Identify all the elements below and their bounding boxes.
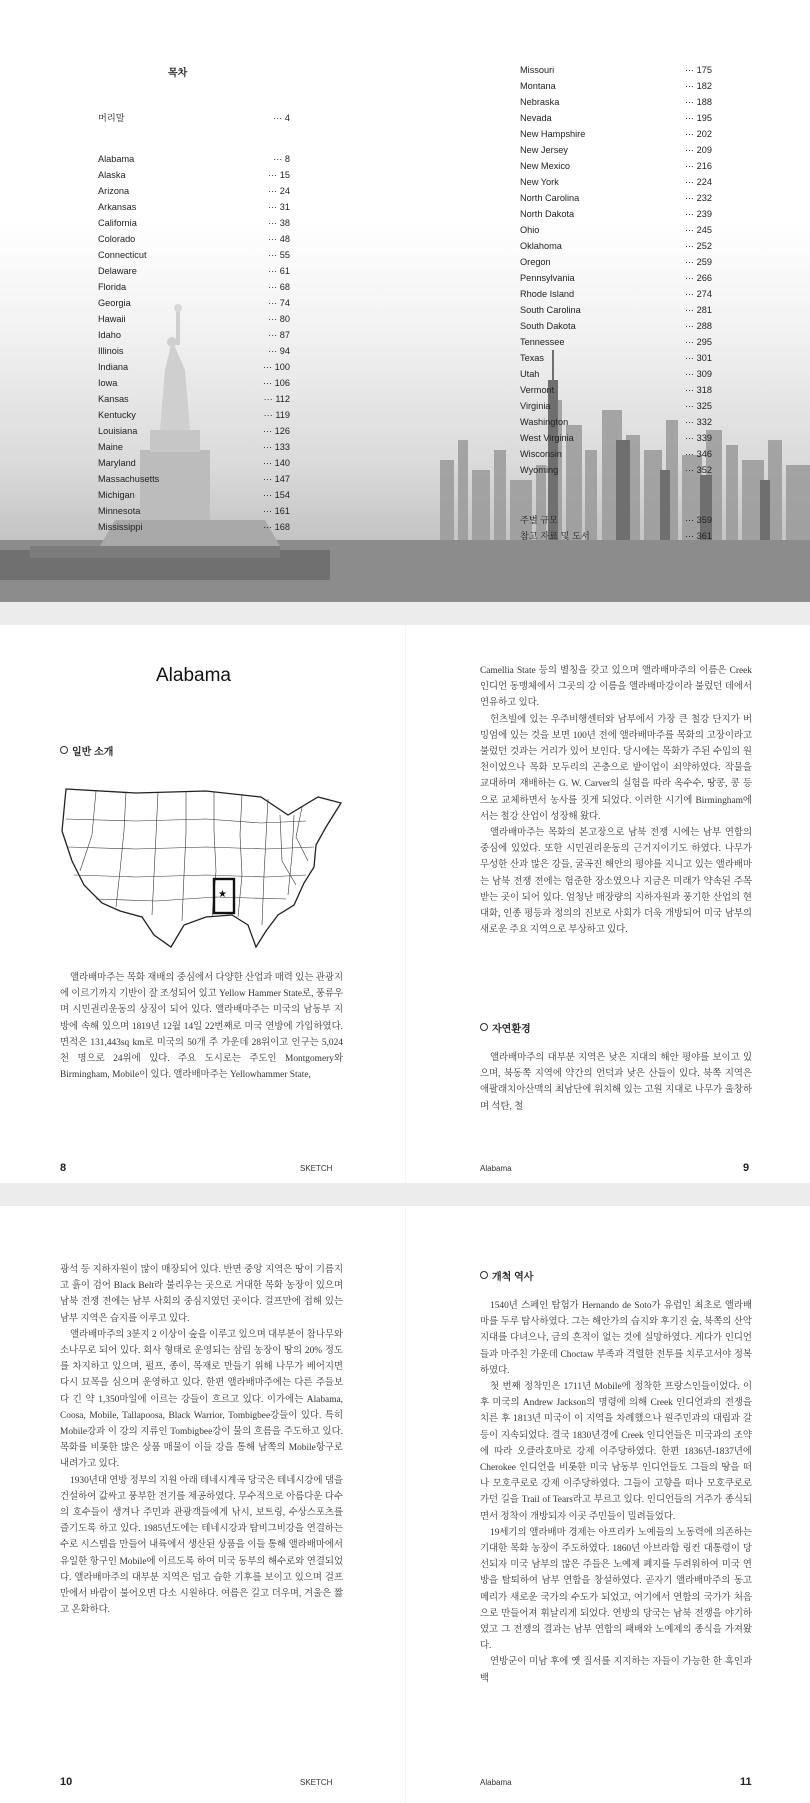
toc-entry-page: ··· 74 xyxy=(268,298,290,308)
toc-entry-page: ··· 359 xyxy=(684,515,712,525)
toc-entry[interactable] xyxy=(98,520,290,534)
running-header: SKETCH xyxy=(300,1164,333,1173)
toc-entry-page: ··· 332 xyxy=(684,417,712,427)
toc-entry[interactable] xyxy=(520,111,712,125)
toc-entry[interactable] xyxy=(520,175,712,189)
toc-entry-page: ··· 245 xyxy=(684,225,712,235)
paragraph: 헌츠빌에 있는 우주비행센터와 남부에서 가장 큰 철강 단지가 버밍엄에 있는 것을 보면 100년 전에 앨라배마주를 목화의 고장이라고 불렀던 것과는 거리가 있어 보인다. 당시에는 목화가 주된 수입의 원천이었으나 목화 모두리의 곤충으로 밭이업이 쇠약하였다. 작물을 교대하며 재배하는 G. W. Carver의 실험을 따라 옥수수, 땅콩, 콩 등으로 교체하면서 농사를 짓게 되었다. 이러한 시기에 Birmingham에서는 철강 산업이 성장해 왔다. xyxy=(480,714,752,822)
toc-entry-page: ··· 216 xyxy=(684,161,712,171)
toc-entry[interactable] xyxy=(520,463,712,477)
paragraph: Camellia State 등의 별칭을 갖고 있으며 앨라배마주의 이름은 Creek 인디언 동맹체에서 그곳의 강 이름을 앨라배마강이라 불렀던 데에서 연유하고 있다. xyxy=(480,666,752,709)
toc-entry[interactable] xyxy=(520,127,712,141)
toc-entry[interactable] xyxy=(98,232,290,246)
toc-entry[interactable] xyxy=(98,440,290,454)
toc-entry[interactable] xyxy=(520,529,712,543)
section-heading-nature xyxy=(480,1020,531,1035)
toc-entry-page: ··· 15 xyxy=(268,170,290,180)
toc-entry-page: ··· 61 xyxy=(268,266,290,276)
section-heading-text: 개척 역사 xyxy=(492,1272,534,1283)
toc-entry-page: ··· 224 xyxy=(684,177,712,187)
spread-gap xyxy=(0,602,810,625)
toc-entry[interactable] xyxy=(520,319,712,333)
toc-entry-name: Hawaii xyxy=(98,314,126,324)
paragraph: 앨라배마주의 3분지 2 이상이 숲을 이루고 있으며 대부분이 참나무와 소나무로 되어 있다. 회사 형태로 운영되는 삼림 농장이 땅의 20% 정도를 차지하고 있으며, 펄프, 종이, 목재로 만들기 위해 나무가 베어지면 다시 묘목을 심으며 운영하고 있다. 한편 앨라배마주에는 다른 주들보다 긴 약 1,350마일에 이르는 강들이 흐르고 있다. 이가에는 Alabama, Coosa, Mobile, Tallapoosa, Black Warrior, Tombigbee강들이 있다. 특히 Mobile강과 이 강의 지류인 Tombigbee강이 물의 흐름을 주도하고 있다. 목화를 비롯한 많은 상품 매물이 이들 강을 통해 남쪽의 Mobile항구로 내려가고 있다. xyxy=(60,1329,343,1470)
toc-entry-page: ··· 94 xyxy=(268,346,290,356)
toc-entry[interactable] xyxy=(520,159,712,173)
toc-entry-name: Idaho xyxy=(98,330,121,340)
page-number: 11 xyxy=(740,1776,752,1788)
toc-entry-page: ··· 100 xyxy=(262,362,290,372)
paragraph: 앨라배마주의 대부분 지역은 낮은 지대의 해안 평야를 보이고 있으며, 북동쪽 지역에 약간의 언덕과 낮은 산들이 있다. 북쪽 지역은 애팔래치아산맥의 최남단에 위치해 있는 고원 지대로 나무가 울창하며 석탄, 철 xyxy=(480,1053,752,1112)
toc-entry[interactable] xyxy=(98,168,290,182)
spread-gap xyxy=(0,1183,810,1206)
toc-entry-name: Utah xyxy=(520,369,540,379)
toc-entry[interactable] xyxy=(520,513,712,527)
toc-entry[interactable] xyxy=(98,184,290,198)
toc-entry-name: Kentucky xyxy=(98,410,136,420)
toc-entry[interactable] xyxy=(520,143,712,157)
toc-entry-name: 머리말 xyxy=(98,113,125,123)
toc-entry-page: ··· 301 xyxy=(684,353,712,363)
toc-entry[interactable] xyxy=(98,280,290,294)
toc-entry[interactable] xyxy=(98,488,290,502)
paragraph: 첫 번째 정착민은 1711년 Mobile에 정착한 프랑스인들이었다. 이후 미국의 Andrew Jackson의 명령에 의해 Creek 인디언과의 전쟁을 치른 후 1813년 미국이 이 지역을 차례했으나 원주민과의 대립과 갈등이 지속되었다. 결국 1830년경에 Creek 인디언들은 미국과의 조약에 따라 오클라호마로 강제 이주당하였다. 한편 1836년-1837년에 Cherokee 인디언을 비롯한 미국 남동부 인디언들도 그들의 땅을 떠나 모호쿠로로 강제 이주당하였다. 그들이 고향을 떠나 모호쿠로로 가던 길을 Trail of Tears라고 부르고 있다. 인디언들의 거주가 종식되면서 정착이 개방되자 이곳 주민들이 밀려들었다. xyxy=(480,1382,752,1522)
toc-entry-page: ··· 352 xyxy=(684,465,712,475)
body-text-page-9-top xyxy=(480,663,752,938)
toc-entry-name: Rhode Island xyxy=(520,289,575,299)
paragraph: 연방군이 미남 후에 옛 질서를 지지하는 자들이 가능한 한 흑인과 백 xyxy=(480,1657,752,1684)
toc-entry-page: ··· 133 xyxy=(262,442,290,452)
spread-pages-10-11 xyxy=(0,1206,810,1803)
toc-entry-name: Nebraska xyxy=(520,97,560,107)
toc-entry-page: ··· 126 xyxy=(262,426,290,436)
toc-entry-name: Georgia xyxy=(98,298,131,308)
toc-entry[interactable] xyxy=(98,504,290,518)
section-heading-text: 자연환경 xyxy=(492,1024,531,1035)
toc-spread xyxy=(0,0,810,602)
toc-entry[interactable] xyxy=(98,248,290,262)
paragraph: 앨라배마주는 목화 재배의 중심에서 다양한 산업과 매력 있는 관광지에 이르기까지 기반이 잘 조성되어 있고 Yellow Hammer State로, 풍류우며 시민권리운동의 상징이 되어 있다. 앨라배마주는 미국의 남동부 지방에 속해 있으며 1819년 12월 14일 22번째로 미국 연방에 가입하였다. 면적은 131,443sq km로 미국의 50개 주 가운데 28위이고 인구는 5,024천 명으로 24위에 있다. 주요 도시로는 주도인 Montgomery와 Birmingham, Mobile이 있다. 앨라배마주는 Yellowhammer State, xyxy=(60,973,343,1081)
toc-entry-page: ··· 87 xyxy=(268,330,290,340)
body-text-page-8 xyxy=(60,970,343,1083)
toc-entry-name: Oregon xyxy=(520,257,551,267)
bullet-circle-icon xyxy=(480,1023,488,1031)
section-heading-text: 일반 소개 xyxy=(72,747,114,758)
running-header: Alabama xyxy=(480,1164,512,1173)
toc-entry-name: Texas xyxy=(520,353,544,363)
toc-entry[interactable] xyxy=(98,344,290,358)
toc-entry-name: Montana xyxy=(520,81,556,91)
toc-entry-name: New Jersey xyxy=(520,145,568,155)
section-heading-history xyxy=(480,1268,533,1283)
toc-entry[interactable] xyxy=(98,296,290,310)
toc-entry-name: 주별 규모 xyxy=(520,515,559,525)
toc-entry-name: Tennessee xyxy=(520,337,565,347)
toc-entry-page: ··· 182 xyxy=(684,81,712,91)
page-number: 8 xyxy=(60,1162,67,1174)
toc-entry-page: ··· 295 xyxy=(684,337,712,347)
toc-entry[interactable] xyxy=(520,239,712,253)
toc-entry-name: Nevada xyxy=(520,113,552,123)
toc-entry[interactable] xyxy=(98,424,290,438)
toc-entry-page: ··· 252 xyxy=(684,241,712,251)
svg-text:★: ★ xyxy=(218,889,227,900)
toc-entry[interactable] xyxy=(98,312,290,326)
toc-entry-name: California xyxy=(98,218,137,228)
toc-entry[interactable] xyxy=(520,191,712,205)
toc-entry-page: ··· 38 xyxy=(268,218,290,228)
toc-entry-name: South Carolina xyxy=(520,305,581,315)
toc-entry-page: ··· 175 xyxy=(684,65,712,75)
running-header: Alabama xyxy=(480,1778,512,1787)
toc-entry-name: Arkansas xyxy=(98,202,137,212)
toc-entry-name: Pennsylvania xyxy=(520,273,575,283)
toc-entry[interactable] xyxy=(98,328,290,342)
toc-entry[interactable] xyxy=(520,271,712,285)
toc-entry-page: ··· 202 xyxy=(684,129,712,139)
toc-entry-name: Iowa xyxy=(98,378,118,388)
toc-entry[interactable] xyxy=(98,472,290,486)
toc-entry-page: ··· 318 xyxy=(684,385,712,395)
chapter-title: Alabama xyxy=(156,665,231,686)
toc-entry[interactable] xyxy=(98,264,290,278)
toc-entry-name: Vermont xyxy=(520,385,555,395)
body-text-page-11 xyxy=(480,1298,752,1687)
toc-entry-page: ··· 309 xyxy=(684,369,712,379)
toc-entry-page: ··· 339 xyxy=(684,433,712,443)
toc-entry-name: Alabama xyxy=(98,154,135,164)
toc-entry[interactable] xyxy=(520,399,712,413)
toc-entry[interactable] xyxy=(98,408,290,422)
toc-entry[interactable] xyxy=(520,207,712,221)
toc-entry-page: ··· 55 xyxy=(268,250,290,260)
toc-entry-page: ··· 325 xyxy=(684,401,712,411)
toc-entry-page: ··· 112 xyxy=(263,394,290,404)
toc-entry-name: Ohio xyxy=(520,225,540,235)
toc-entry-page: ··· 361 xyxy=(684,531,712,541)
toc-entry[interactable] xyxy=(520,335,712,349)
toc-entry[interactable] xyxy=(98,200,290,214)
toc-entry-page: ··· 48 xyxy=(268,234,290,244)
toc-entry-name: Washington xyxy=(520,417,569,427)
toc-entry[interactable] xyxy=(520,79,712,93)
page-number: 9 xyxy=(743,1162,750,1174)
toc-entry-name: Delaware xyxy=(98,266,137,276)
toc-entry-name: 참고 자료 및 도서 xyxy=(520,531,590,541)
toc-entry-page: ··· 24 xyxy=(268,186,290,196)
body-text-page-9-bottom xyxy=(480,1050,752,1115)
toc-title: 목차 xyxy=(168,68,188,79)
toc-entry-name: Oklahoma xyxy=(520,241,562,251)
toc-entry-page: ··· 346 xyxy=(684,449,712,459)
toc-entry[interactable] xyxy=(98,111,290,125)
toc-entry-page: ··· 161 xyxy=(262,506,290,516)
toc-entry-name: Arizona xyxy=(98,186,130,196)
toc-entry-page: ··· 119 xyxy=(263,410,290,420)
toc-entry[interactable] xyxy=(520,415,712,429)
paragraph: 앨라배마주는 목화의 본고장으로 남북 전쟁 시에는 남부 연합의 중심에 있었다. 또한 시민권리운동의 근거지이기도 하였다. 나무가 무성한 산과 많은 강들, 굴곡진 해안의 평야를 지니고 있는 앨라배마는 남북 전쟁 전에는 험준한 장소였으나 지금은 미래가 약속된 주목받는 곳이 되어 있다. 엄청난 매장량의 지하자원과 풍기한 산업의 현대화, 인종 평등과 정의의 진보로 사회가 더욱 개방되어 미국 남부의 새로운 주요 지역으로 부상하고 있다. xyxy=(480,828,752,936)
toc-entry-page: ··· 195 xyxy=(684,113,712,123)
toc-entry-page: ··· 140 xyxy=(262,458,290,468)
toc-entry-page: ··· 266 xyxy=(684,273,712,283)
toc-entry-page: ··· 281 xyxy=(684,305,712,315)
toc-entry-page: ··· 239 xyxy=(684,209,712,219)
toc-entry-name: Missouri xyxy=(520,65,555,75)
toc-entry[interactable] xyxy=(520,447,712,461)
toc-entry-name: North Dakota xyxy=(520,209,575,219)
toc-entry-name: Illinois xyxy=(98,346,124,356)
running-header: SKETCH xyxy=(300,1778,333,1787)
toc-entry[interactable] xyxy=(520,431,712,445)
us-map-alabama-highlight xyxy=(56,775,346,951)
toc-entry-name: Connecticut xyxy=(98,250,147,260)
toc-entry-page: ··· 188 xyxy=(684,97,712,107)
toc-entry-name: Mississippi xyxy=(98,522,143,532)
spine-divider xyxy=(405,1206,406,1803)
toc-entry-name: New Mexico xyxy=(520,161,571,171)
toc-entry-page: ··· 147 xyxy=(262,474,290,484)
toc-entry[interactable] xyxy=(520,367,712,381)
toc-entry-page: ··· 274 xyxy=(684,289,712,299)
toc-entry[interactable] xyxy=(520,95,712,109)
spread-pages-8-9 xyxy=(0,625,810,1183)
toc-entry-name: Massachusetts xyxy=(98,474,160,484)
paragraph: 1930년대 연방 정부의 지원 아래 테네시계곡 당국은 테네시강에 댐을 건설하여 값싸고 풍부한 전기를 제공하였다. 무수적으로 아름다운 다수의 호수들이 생겨나 주민과 관광객들에게 낚시, 보트링, 수상스포츠를 즐기도록 하고 있다. 1985년도에는 테네시강과 탐비그비강을 연결하는 수로 시스템을 만들어 내륙에서 생산된 상품을 이들 통해 앨라배마에서 유일한 항구인 Mobile에 이르도록 하여 미국 동부의 해수로와 연결되었다. 앨라배마주의 대부분 지역은 덥고 습한 기후를 보이고 있으며 걸프만에서 바람이 불어오면 다소 시원하다. 여름은 길고 더우며, 겨울은 짧고 온화하다. xyxy=(60,1475,343,1616)
page-number: 10 xyxy=(60,1776,73,1788)
toc-entry[interactable] xyxy=(98,392,290,406)
toc-entry[interactable] xyxy=(520,223,712,237)
section-heading-general xyxy=(60,743,113,758)
toc-entry-name: Minnesota xyxy=(98,506,141,516)
toc-entry-name: Colorado xyxy=(98,234,136,244)
toc-entry-name: Louisiana xyxy=(98,426,138,436)
toc-entry-name: Wisconsin xyxy=(520,449,562,459)
body-text-page-10 xyxy=(60,1262,343,1618)
toc-entry-name: New Hampshire xyxy=(520,129,586,139)
toc-entry-page: ··· 80 xyxy=(268,314,290,324)
toc-entry-page: ··· 4 xyxy=(273,113,290,123)
toc-entry[interactable] xyxy=(98,360,290,374)
toc-entry-page: ··· 106 xyxy=(262,378,290,388)
toc-entry[interactable] xyxy=(520,287,712,301)
toc-entry-name: North Carolina xyxy=(520,193,580,203)
paragraph: 광석 등 지하자원이 많이 매장되어 있다. 반면 중앙 지역은 땅이 기름지고 흙이 검어 Black Belt라 불리우는 곳으로 거대한 목화 농장이 있으며 남북 전쟁 전에는 남부 사회의 중심지였던 곳이다. 걸프만에 접해 있는 남부 지역은 습지를 이루고 있다. xyxy=(60,1265,343,1324)
toc-entry-page: ··· 209 xyxy=(684,145,712,155)
toc-entry-page: ··· 288 xyxy=(684,321,712,331)
toc-entry-page: ··· 168 xyxy=(262,522,290,532)
toc-entry-page: ··· 259 xyxy=(684,257,712,267)
toc-entry[interactable] xyxy=(520,63,712,77)
toc-entry[interactable] xyxy=(520,303,712,317)
bullet-circle-icon xyxy=(60,746,68,754)
spine-divider xyxy=(405,625,406,1183)
toc-entry[interactable] xyxy=(98,456,290,470)
toc-entry[interactable] xyxy=(98,216,290,230)
toc-entry-name: Wyoming xyxy=(520,465,559,475)
toc-entry[interactable] xyxy=(520,383,712,397)
toc-entry-name: Michigan xyxy=(98,490,135,500)
toc-entry-name: Florida xyxy=(98,282,127,292)
toc-entry-name: Maine xyxy=(98,442,124,452)
toc-entry-name: Indiana xyxy=(98,362,129,372)
toc-entry[interactable] xyxy=(98,376,290,390)
bullet-circle-icon xyxy=(480,1271,488,1279)
paragraph: 19세기의 앨라배마 경제는 아프리카 노예들의 노동력에 의존하는 기대한 목화 농장이 주도하였다. 1860년 아브라함 링컨 대통령이 당선되자 미국 남부의 많은 주들은 노예제 폐지를 두려워하여 미국 연방을 탈퇴하여 남부 연합을 창설하였다. 곧자기 앨라배마주의 동고메리가 새로운 국가의 수도가 되었고, 여기에서 연합의 국가가 처음으로 만들어져 휘날리게 되었다. 연방의 당국는 남북 전쟁을 야기하였고 그 전쟁의 결과는 남부 연합의 패배와 노예제의 종식을 가져왔다. xyxy=(480,1527,752,1652)
toc-entry-name: South Dakota xyxy=(520,321,576,331)
toc-entry-page: ··· 31 xyxy=(268,202,290,212)
toc-entry-page: ··· 154 xyxy=(262,490,290,500)
toc-entry[interactable] xyxy=(520,351,712,365)
toc-entry-name: Alaska xyxy=(98,170,126,180)
toc-entry[interactable] xyxy=(520,255,712,269)
paragraph: 1540년 스페인 탐험가 Hernando de Soto가 유럽인 최초로 앨라배마를 두루 탐사하였다. 그는 해안가의 습지와 후기진 숲, 북쪽의 산악 지대를 다녀으나, 금의 흔적이 없는 것에 실망하였다. 게다가 인디언들과 마주친 가운데 Choctaw 부족과 격렬한 전투를 치루고서야 정복하였다. xyxy=(480,1301,752,1376)
toc-entry-name: New York xyxy=(520,177,559,187)
toc-entry-name: Kansas xyxy=(98,394,129,404)
toc-entry-name: Maryland xyxy=(98,458,136,468)
toc-entry[interactable] xyxy=(98,152,290,166)
toc-entry-name: Virginia xyxy=(520,401,551,411)
toc-entry-name: West Virginia xyxy=(520,433,574,443)
toc-entry-page: ··· 232 xyxy=(684,193,712,203)
toc-entry-page: ··· 8 xyxy=(273,154,290,164)
toc-entry-page: ··· 68 xyxy=(268,282,290,292)
